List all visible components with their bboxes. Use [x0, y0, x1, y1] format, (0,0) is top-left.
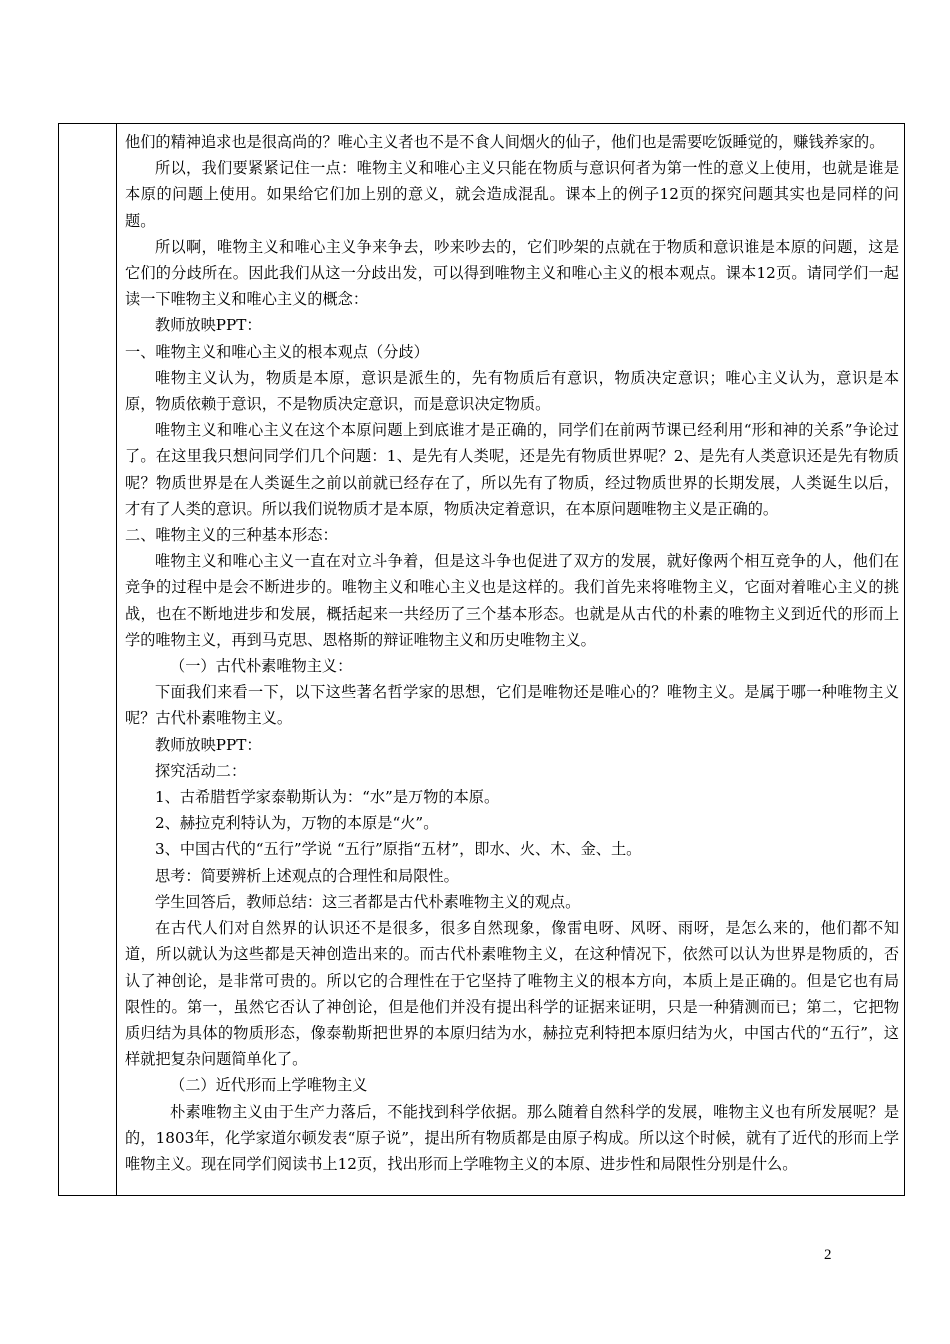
paragraph: （二）近代形而上学唯物主义 — [170, 1076, 368, 1095]
paragraph: 2、赫拉克利特认为，万物的本原是“火”。 — [155, 814, 439, 833]
lesson-text-cell — [125, 129, 899, 1177]
paragraph: 思考：简要辨析上述观点的合理性和局限性。 — [155, 866, 459, 885]
paragraph: 唯物主义认为，物质是本原，意识是派生的，先有物质后有意识，物质决定意识；唯心主义认为，意识是本原，物质依赖于意识，不是物质决定意识，而是意识决定物质。 — [125, 368, 899, 414]
content-table — [58, 123, 905, 1196]
paragraph: （一）古代朴素唯物主义： — [170, 657, 353, 676]
paragraph: 在古代人们对自然界的认识还不是很多，很多自然现象，像雷电呀、风呀、雨呀，是怎么来的，他们都不知道，所以就认为这些都是天神创造出来的。而古代朴素唯物主义，在这种情况下，依然可以认为世界是物质的，否认了神创论，是非常可贵的。所以它的合理性在于它坚持了唯物主义的根本方向，本质上是正确的。但是它也有局限性的。第一，虽然它否认了神创论，但是他们并没有提出科学的证据来证明，只是一种猜测而已；第二，它把物质归结为具体的物质形态，像泰勒斯把世界的本原归结为水，赫拉克利特把本原归结为火，中国古代的“五行”，这样就把复杂问题简单化了。 — [125, 919, 899, 1069]
paragraph: 探究活动二： — [155, 761, 247, 780]
paragraph: 下面我们来看一下，以下这些著名哲学家的思想，它们是唯物还是唯心的？唯物主义。是属于哪一种唯物主义呢？古代朴素唯物主义。 — [125, 683, 899, 728]
left-column-cell — [59, 124, 117, 1195]
paragraph: 一、唯物主义和唯心主义的根本观点（分歧） — [125, 342, 429, 361]
paragraph: 教师放映PPT： — [155, 316, 262, 335]
paragraph: 学生回答后，教师总结：这三者都是古代朴素唯物主义的观点。 — [155, 892, 581, 911]
paragraph: 唯物主义和唯心主义在这个本原问题上到底谁才是正确的，同学们在前两节课已经利用“形和神的关系”争论过了。在这里我只想问同学们几个问题：1、是先有人类呢，还是先有物质世界呢？2、是先有人类意识还是先有物质呢？物质世界是在人类诞生之前以前就已经存在了，所以先有了物质，经过物质世界的长期发展，人类诞生以后，才有了人类的意识。所以我们说物质才是本原，物质决定着意识，在本原问题唯物主义是正确的。 — [125, 421, 899, 518]
paragraph: 朴素唯物主义由于生产力落后，不能找到科学依据。那么随着自然科学的发展，唯物主义也有所发展呢？是的，1803年，化学家道尔顿发表“原子说”，提出所有物质都是由原子构成。所以这个时候，就有了近代的形而上学唯物主义。现在同学们阅读书上12页，找出形而上学唯物主义的本原、进步性和局限性分别是什么。 — [125, 1102, 899, 1173]
paragraph: 他们的精神追求也是很高尚的？唯心主义者也不是不食人间烟火的仙子，他们也是需要吃饭睡觉的，赚钱养家的。 — [125, 133, 885, 151]
paragraph: 二、唯物主义的三种基本形态： — [125, 526, 338, 545]
paragraph: 教师放映PPT： — [155, 735, 262, 754]
paragraph: 所以，我们要紧紧记住一点：唯物主义和唯心主义只能在物质与意识何者为第一性的意义上使用，也就是谁是本原的问题上使用。如果给它们加上别的意义，就会造成混乱。课本上的例子12页的探究问题其实也是同样的问题。 — [125, 159, 899, 230]
paragraph: 3、中国古代的“五行”学说 “五行”原指“五材”，即水、火、木、金、土。 — [155, 840, 642, 859]
paragraph: 1、古希腊哲学家泰勒斯认为：“水”是万物的本原。 — [155, 788, 500, 807]
paragraph: 唯物主义和唯心主义一直在对立斗争着，但是这斗争也促进了双方的发展，就好像两个相互竞争的人，他们在竞争的过程中是会不断进步的。唯物主义和唯心主义也是这样的。我们首先来将唯物主义，它面对着唯心主义的挑战，也在不断地进步和发展，概括起来一共经历了三个基本形态。也就是从古代的朴素的唯物主义到近代的形而上学的唯物主义，再到马克思、恩格斯的辩证唯物主义和历史唯物主义。 — [125, 552, 899, 649]
page-number: 2 — [824, 1247, 832, 1263]
paragraph: 所以啊，唯物主义和唯心主义争来争去，吵来吵去的，它们吵架的点就在于物质和意识谁是本原的问题，这是它们的分歧所在。因此我们从这一分歧出发，可以得到唯物主义和唯心主义的根本观点。课本12页。请同学们一起读一下唯物主义和唯心主义的概念： — [125, 237, 899, 309]
